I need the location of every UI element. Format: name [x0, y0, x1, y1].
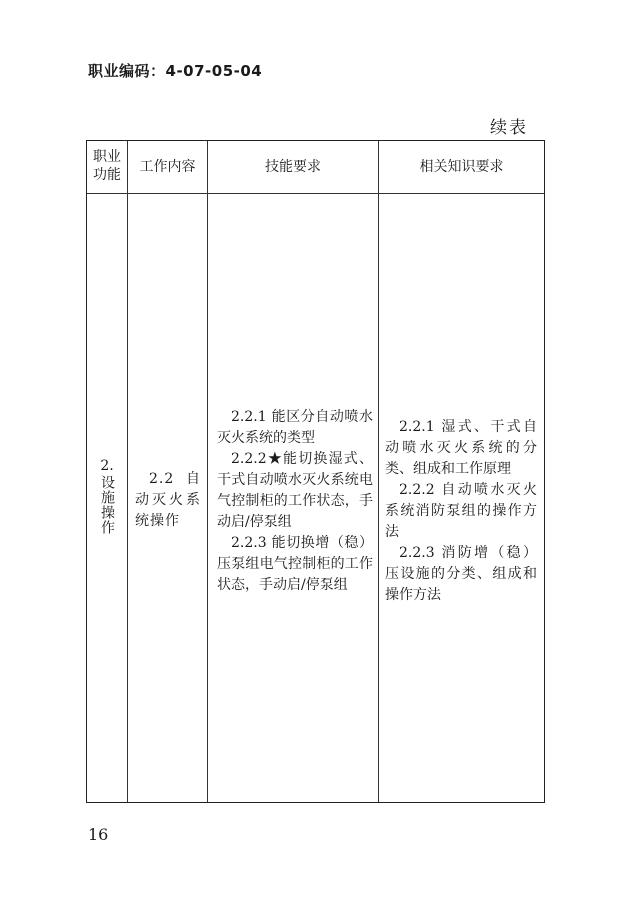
header-cell-skills: 技能要求 [265, 159, 321, 175]
skills-cell [217, 407, 373, 596]
header-row-divider [87, 193, 544, 194]
page-number: 16 [88, 825, 109, 844]
knowledge-cell [385, 417, 537, 606]
knowledge-item: 2.2.3 消防增（稳）压设施的分类、组成和操作方法 [385, 545, 537, 603]
function-cell [87, 457, 127, 540]
skill-item: 2.2.2★能切换湿式、干式自动喷水灭火系统电气控制柜的工作状态，手动启/停泵组 [217, 451, 373, 530]
skill-item: 2.2.3 能切换增（稳）压泵组电气控制柜的工作状态，手动启/停泵组 [217, 535, 373, 593]
header-cell-knowledge: 相关知识要求 [419, 159, 504, 175]
occupation-code: 职业编码：4-07-05-04 [88, 62, 263, 80]
header-function-line2: 功能 [93, 167, 121, 183]
column-divider-3 [378, 141, 379, 802]
knowledge-item: 2.2.1 湿式、干式自动喷水灭火系统的分类、组成和工作原理 [385, 419, 537, 477]
skill-item: 2.2.1 能区分自动喷水灭火系统的类型 [217, 409, 373, 446]
function-number: 2. [100, 458, 114, 474]
header-cell-function [87, 141, 127, 191]
knowledge-item: 2.2.2 自动喷水灭火系统消防泵组的操作方法 [385, 482, 537, 540]
header-cell-work-content: 工作内容 [139, 159, 196, 175]
continued-table-label: 续表 [490, 118, 528, 138]
column-divider-1 [127, 141, 128, 802]
skills-table [86, 140, 545, 803]
column-divider-2 [207, 141, 208, 802]
function-name: 设施操作 [99, 475, 115, 535]
header-function-line1: 职业 [93, 149, 121, 165]
work-content-cell: 2.2 自动灭火系统操作 [135, 471, 201, 529]
